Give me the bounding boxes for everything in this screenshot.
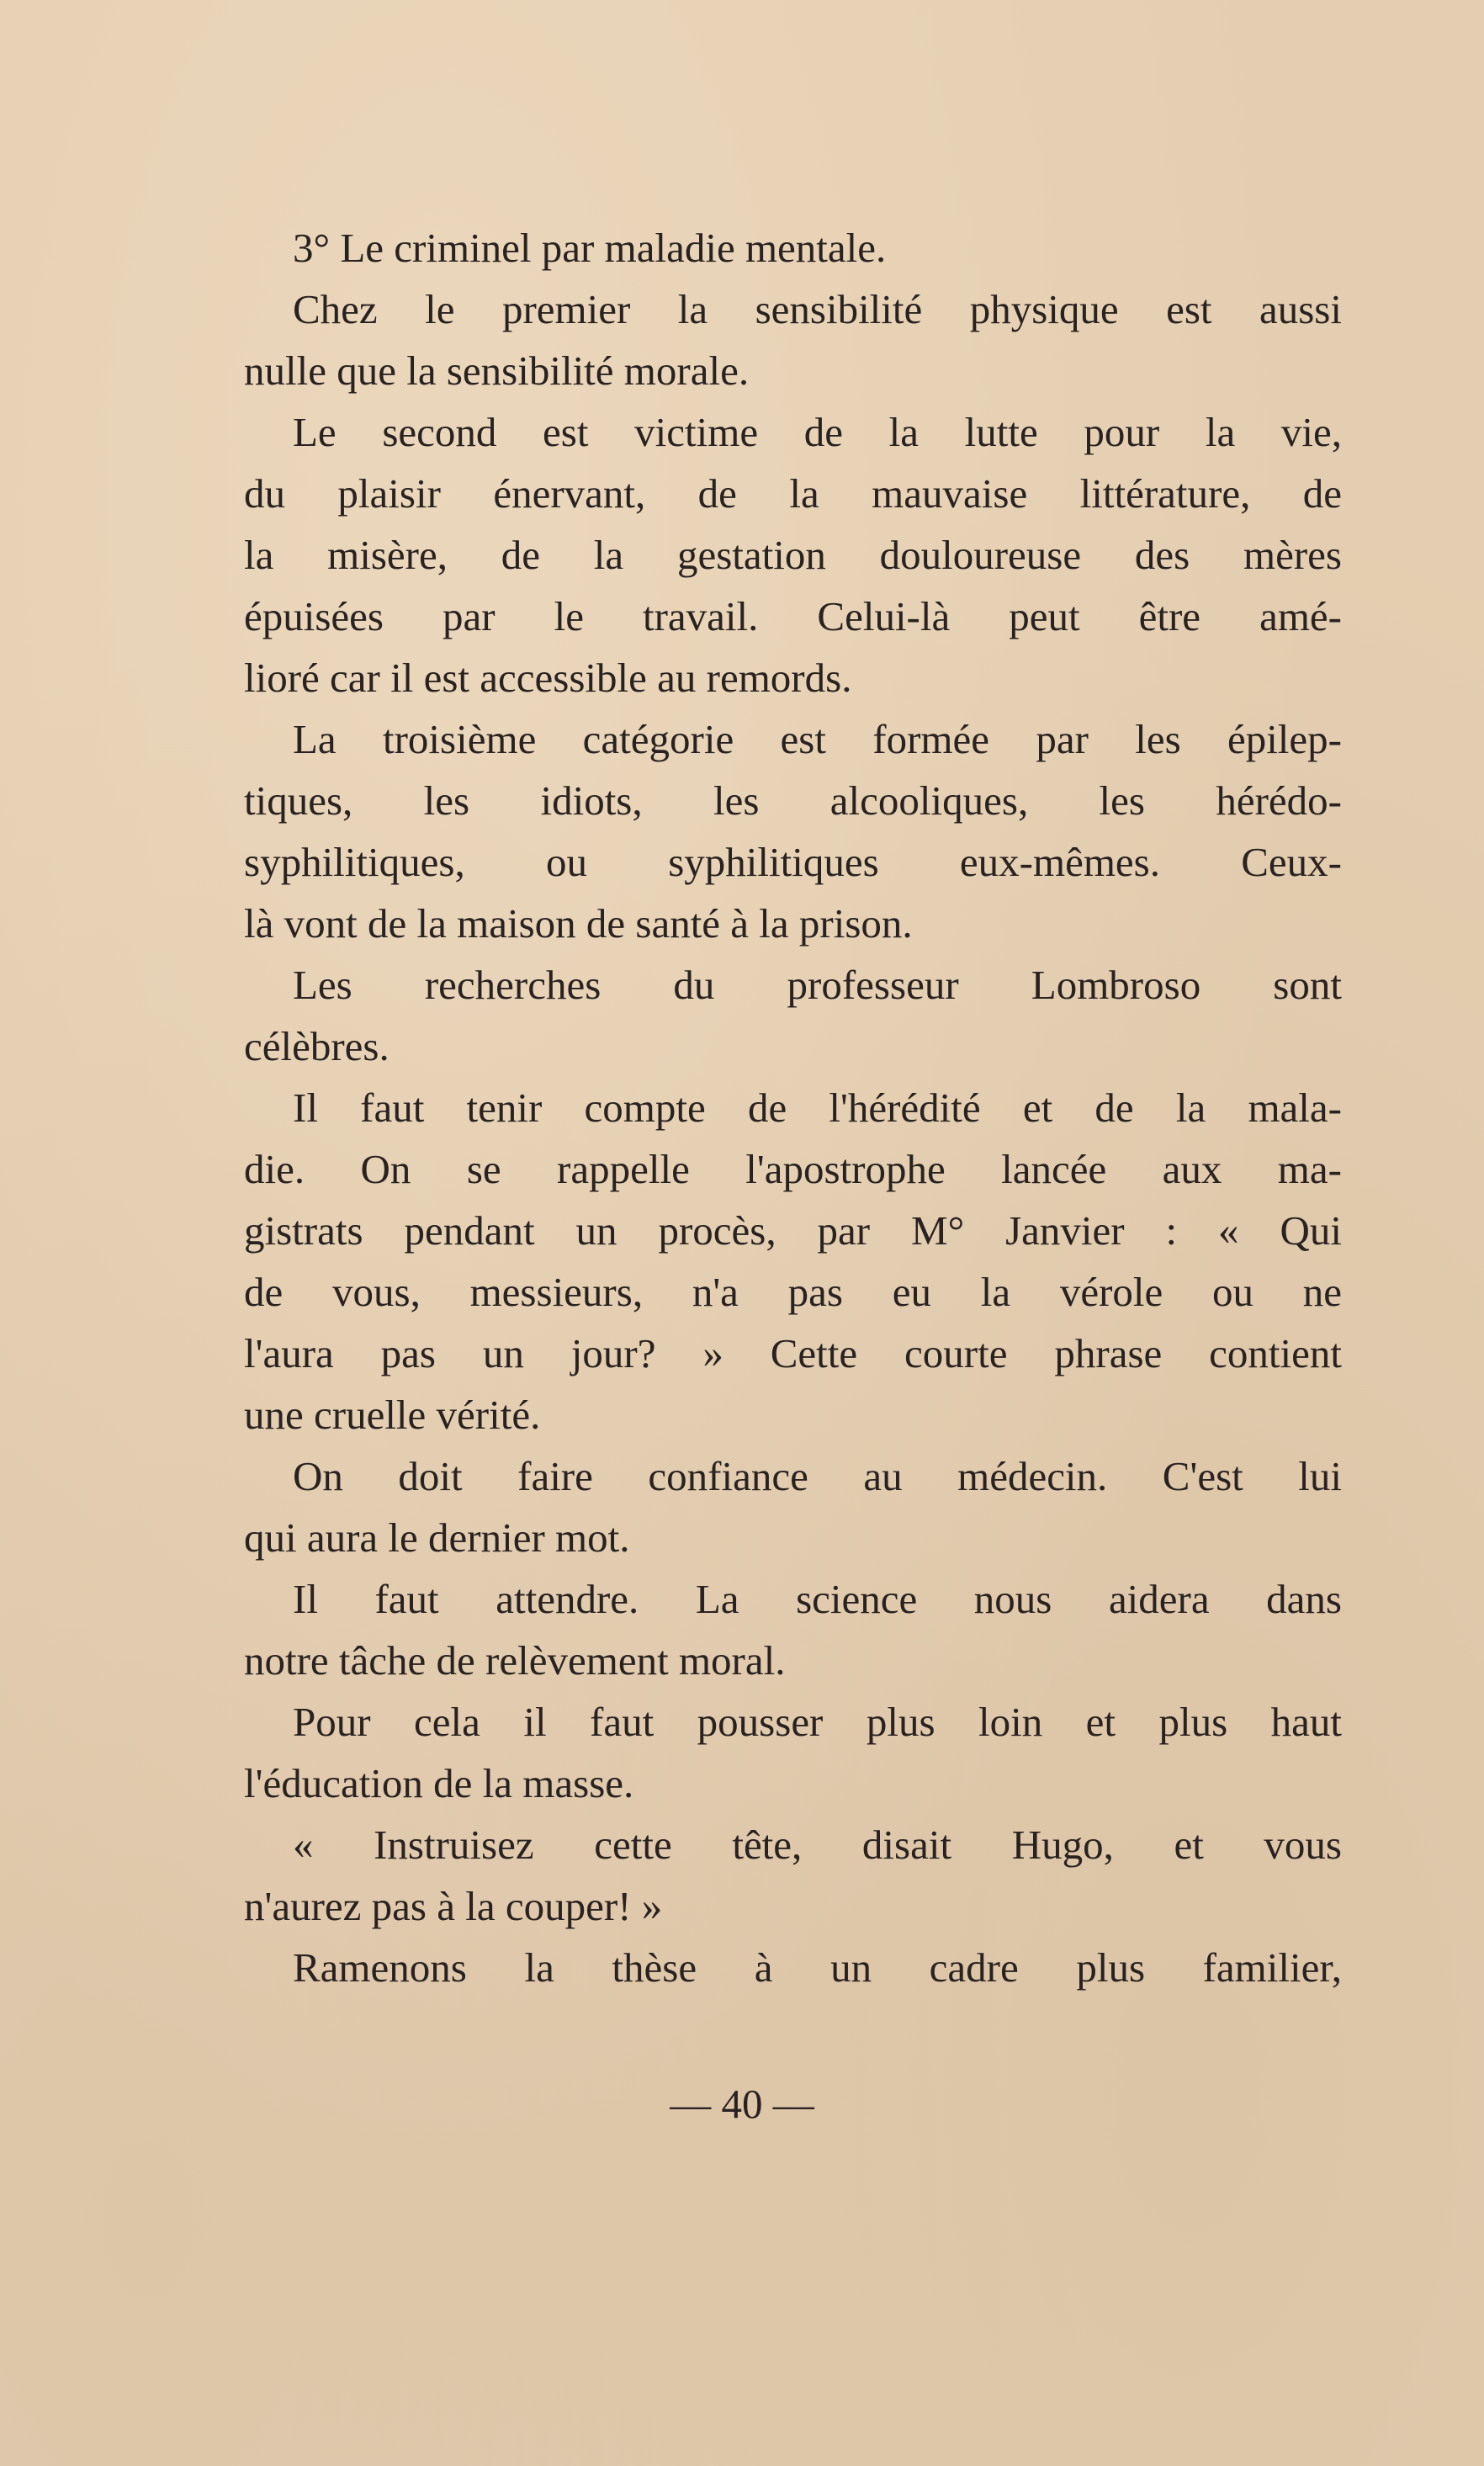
text-line-8: lioré car il est accessible au remords.	[244, 655, 852, 701]
text-line-10: tiques, les idiots, les alcooliques, les hérédo-	[244, 777, 1342, 824]
text-line-26: l'éducation de la masse.	[244, 1760, 634, 1806]
text-line-27: « Instruisez cette tête, disait Hugo, et vous	[293, 1822, 1342, 1868]
text-line-15: Il faut tenir compte de l'hérédité et de la mala-	[293, 1085, 1342, 1131]
text-line-14: célèbres.	[244, 1023, 390, 1069]
text-line-22: qui aura le dernier mot.	[244, 1514, 630, 1561]
text-line-12: là vont de la maison de santé à la prison.	[244, 900, 913, 947]
text-line-19: l'aura pas un jour? » Cette courte phrase contient	[244, 1330, 1342, 1376]
text-line-11: syphilitiques, ou syphilitiques eux-mêmes. Ceux-	[244, 839, 1342, 885]
text-line-28: n'aurez pas à la couper! »	[244, 1883, 663, 1929]
text-line-2: Chez le premier la sensibilité physique est aussi	[293, 286, 1342, 332]
text-line-7: épuisées par le travail. Celui-là peut être amé-	[244, 593, 1342, 639]
text-line-20: une cruelle vérité.	[244, 1392, 541, 1438]
text-line-17: gistrats pendant un procès, par M° Janvier : « Qui	[244, 1207, 1342, 1254]
text-line-16: die. On se rappelle l'apostrophe lancée aux ma-	[244, 1146, 1342, 1192]
text-line-13: Les recherches du professeur Lombroso sont	[293, 962, 1342, 1008]
text-line-25: Pour cela il faut pousser plus loin et plus haut	[293, 1699, 1342, 1745]
text-line-23: Il faut attendre. La science nous aidera dans	[293, 1576, 1342, 1622]
text-line-21: On doit faire confiance au médecin. C'est lui	[293, 1453, 1342, 1499]
text-line-4: Le second est victime de la lutte pour la vie,	[293, 409, 1342, 455]
text-line-5: du plaisir énervant, de la mauvaise littérature, de	[244, 470, 1342, 517]
text-line-9: La troisième catégorie est formée par les épilep-	[293, 716, 1342, 762]
text-line-1: 3° Le criminel par maladie mentale.	[293, 225, 887, 271]
page-number: — 40 —	[670, 2081, 814, 2127]
text-line-18: de vous, messieurs, n'a pas eu la vérole ou ne	[244, 1269, 1342, 1315]
text-line-6: la misère, de la gestation douloureuse des mères	[244, 532, 1342, 578]
text-line-3: nulle que la sensibilité morale.	[244, 347, 750, 394]
text-line-24: notre tâche de relèvement moral.	[244, 1637, 786, 1684]
text-line-29: Ramenons la thèse à un cadre plus familier,	[293, 1944, 1342, 1991]
